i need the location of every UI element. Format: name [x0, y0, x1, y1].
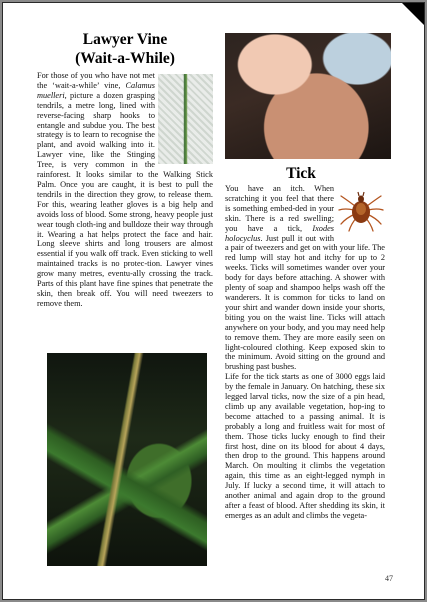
tick-intro-a: You have an itch. When scratching it you feel that there is something embed-ded in your skin. There is a red swelling; you have a tick, [225, 184, 334, 233]
tick-lifecycle-text: Life for the tick starts as one of 3000 eggs laid by the female in January. On hatching, these six legged larval ticks, now the size of a pin head, climb up any available vegetation, hop-ing to become attached to a passing animal. It is probably a long and fruitless wait for most of them. Those ticks lucky enough to find their first host, dine on its blood for about 4 days, then drop to the ground. This happens around March. On moulting it climbs the vegetation again, this time as an eight-legged nymph in July. If lucky a second time, it will attach to another animal and again drop to the ground after a feast of blood. After shedding its skin, it emerges as an adult and climbs the vegeta- [225, 372, 385, 520]
tick-insect-icon [337, 184, 385, 234]
tick-removal-photo [225, 33, 391, 159]
vine-intro-a: For those of you who have not met the ‘wait-a-while’ vine, [37, 71, 155, 90]
vine-tendril-photo [158, 74, 213, 164]
lawyer-vine-title [37, 30, 213, 68]
lawyer-vine-text [37, 71, 213, 309]
lawyer-vine-plant-photo [47, 353, 207, 566]
tick-text [225, 184, 385, 521]
book-page [2, 2, 425, 600]
title-line-1: Lawyer Vine [82, 31, 168, 48]
vine-intro-b: , picture a dozen grasping tendrils, a metre long, lined with reverse-facing sharp hooks to entangle and subdue you. The best strategy is to learn to recognise the plant, and avoid walking into it. Lawyer vine, like the Stinging Tree, is very common in the rainforest. It looks similar to the Walking Stick Palm. Once you are caught, it is best to pull the tendrils in the direction they grow, to release them. For this, wearing leather gloves is a big help and avoids loss of blood. Some strong, heavy people just wear tough cloth-ing and bulldoze their way through it. Wearing a hat helps protect the face and hair. Long sleeve shirts and long trousers are almost essential if you walk off track. Even sticking to well maintained tracks is no protec-tion. Lawyer vines grow many metres, eventu-ally crossing the track. Parts of this plant have fine spines that penetrate the skin, then break off. You will need tweezers to remove them. [37, 90, 213, 308]
page-number: 47 [385, 574, 393, 583]
tick-illustration [337, 184, 385, 234]
tick-intro-b: . Just pull it out with a pair of tweezers and get on with your life. The red lump will stay hot and itchy for up to 2 weeks. Ticks will sometimes wander over your body for days before attaching. A shower with plenty of soap and shampoo helps wash off the wanderers. It is common for ticks to land on your shirt and wander down inside your shorts, biting you on the waist line. Ticks will attach anywhere on your body, and you may need help to remove them. They are more easily seen on light-coloured clothing. Keep exposed skin to the minimum. Avoid sitting on the ground and brushing past bushes. [225, 233, 385, 372]
tick-title: Tick [286, 165, 316, 182]
tick-species-name: Ixodes holocyclus [225, 223, 334, 243]
vine-species-name: Calamus muelleri [37, 80, 155, 100]
title-line-2: (Wait-a-While) [75, 50, 175, 67]
page-corner-mark [402, 3, 424, 25]
